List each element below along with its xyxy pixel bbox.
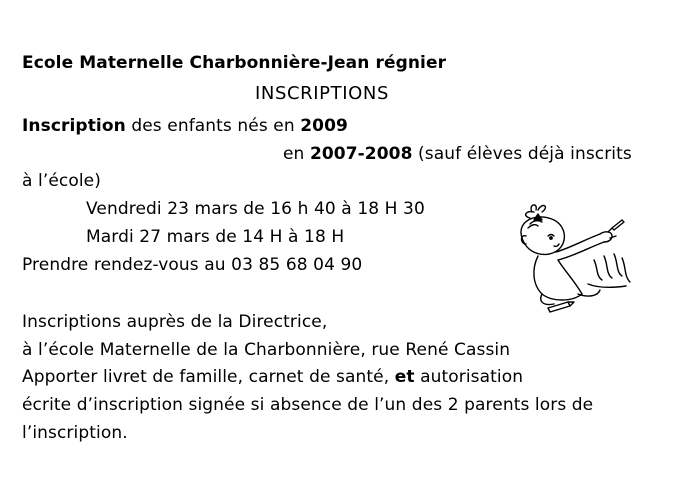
enrollment-label: Inscription <box>22 116 126 136</box>
drawing-child-illustration <box>508 198 638 318</box>
enrollment-line-3: à l’école) <box>22 171 101 191</box>
documents-line-1 <box>22 366 523 388</box>
birth-year-2009: 2009 <box>300 116 348 136</box>
enrollment-exception: (sauf élèves déjà inscrits <box>412 144 632 164</box>
appointment-phone: Prendre rendez-vous au 03 85 68 04 90 <box>22 255 363 275</box>
documents-line-2: écrite d’inscription signée si absence de l’un des 2 parents lors de <box>22 395 594 415</box>
documents-et: et <box>394 367 415 387</box>
enrollment-text-2: en <box>283 144 310 164</box>
documents-line-3: l’inscription. <box>22 423 128 443</box>
director-line: Inscriptions auprès de la Directrice, <box>22 312 328 332</box>
enrollment-line-1 <box>22 115 348 137</box>
page-heading: INSCRIPTIONS <box>255 83 389 104</box>
schedule-friday: Vendredi 23 mars de 16 h 40 à 18 H 30 <box>86 199 425 219</box>
enrollment-line-2 <box>283 143 632 165</box>
documents-authorisation: autorisation <box>414 367 524 387</box>
school-title: Ecole Maternelle Charbonnière-Jean régnier <box>22 53 447 73</box>
birth-years-2007-2008: 2007-2008 <box>309 144 413 164</box>
schedule-tuesday: Mardi 27 mars de 14 H à 18 H <box>86 227 345 247</box>
school-address: à l’école Maternelle de la Charbonnière, rue René Cassin <box>22 340 511 360</box>
documents-text: Apporter livret de famille, carnet de santé, <box>22 367 395 387</box>
enrollment-text: des enfants nés en <box>125 116 301 136</box>
